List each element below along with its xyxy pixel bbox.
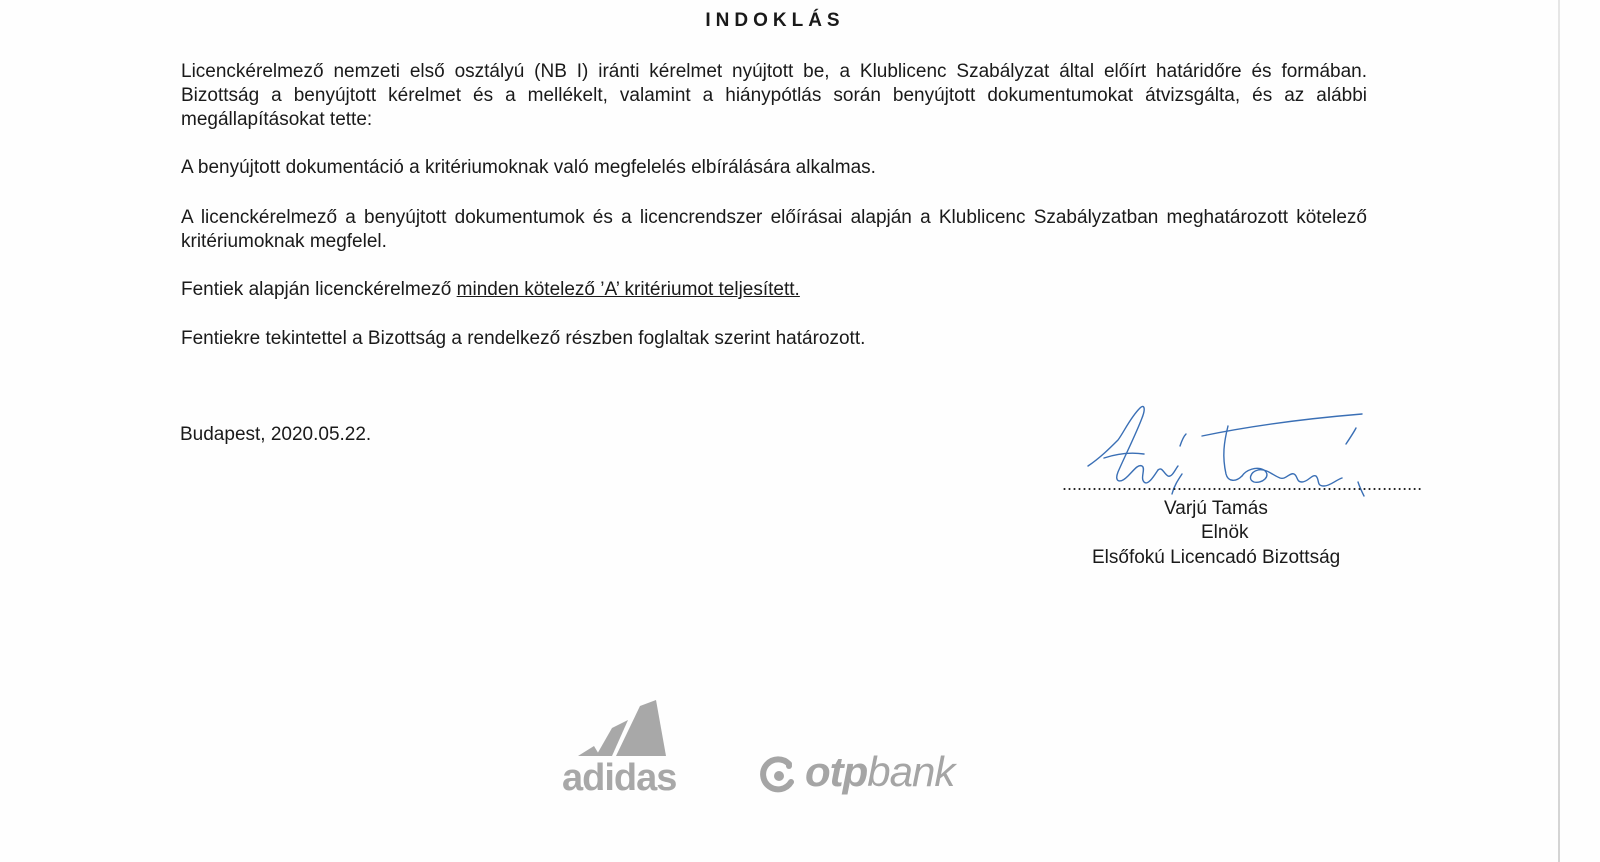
document-title: INDOKLÁS [705,10,845,31]
place-and-date: Budapest, 2020.05.22. [180,424,372,445]
paragraph-5: Fentiekre tekintettel a Bizottság a rendelkező részben foglaltak szerint határozott. [181,328,866,349]
signatory-role: Elnök [1201,522,1249,543]
otp-swirl-icon [755,752,799,796]
paragraph-4-underlined: minden kötelező ’A’ kritériumot teljesített. [456,279,800,300]
page-edge-shadow [1558,0,1560,862]
signatory-organization: Elsőfokú Licencadó Bizottság [1092,547,1341,568]
adidas-wordmark: adidas [562,757,677,799]
paragraph-4 [181,278,1367,302]
otpbank-wordmark [805,748,954,796]
signature-line: ........................................................................ [1062,474,1423,494]
otp-bold-text: otp [805,748,868,795]
signatory-name: Varjú Tamás [1164,498,1268,519]
sponsor-logos [550,690,1000,810]
bank-light-text: bank [867,748,955,795]
paragraph-4-prefix: Fentiek alapján licenckérelmező [181,279,457,300]
paragraph-3: A licenckérelmező a benyújtott dokumentumok és a licencrendszer előírásai alapján a Klublicenc Szabályzatban meghatározott kötelező kritériumoknak megfelel. [181,207,1367,252]
paragraph-2: A benyújtott dokumentáció a kritériumoknak való megfelelés elbírálására alkalmas. [181,157,876,178]
paragraph-1: Licenckérelmező nemzeti első osztályú (NB I) iránti kérelmet nyújtott be, a Klublicenc Szabályzat által előírt határidőre és formában. Bizottság a benyújtott kérelmet és a mellékelt, valamint a hiánypótlás során benyújtott dokumentumokat átvizsgálta, és az alábbi megállapításokat tette: [181,61,1367,130]
signature-block [1060,396,1423,586]
adidas-logo [560,698,700,798]
otpbank-logo [755,748,995,798]
